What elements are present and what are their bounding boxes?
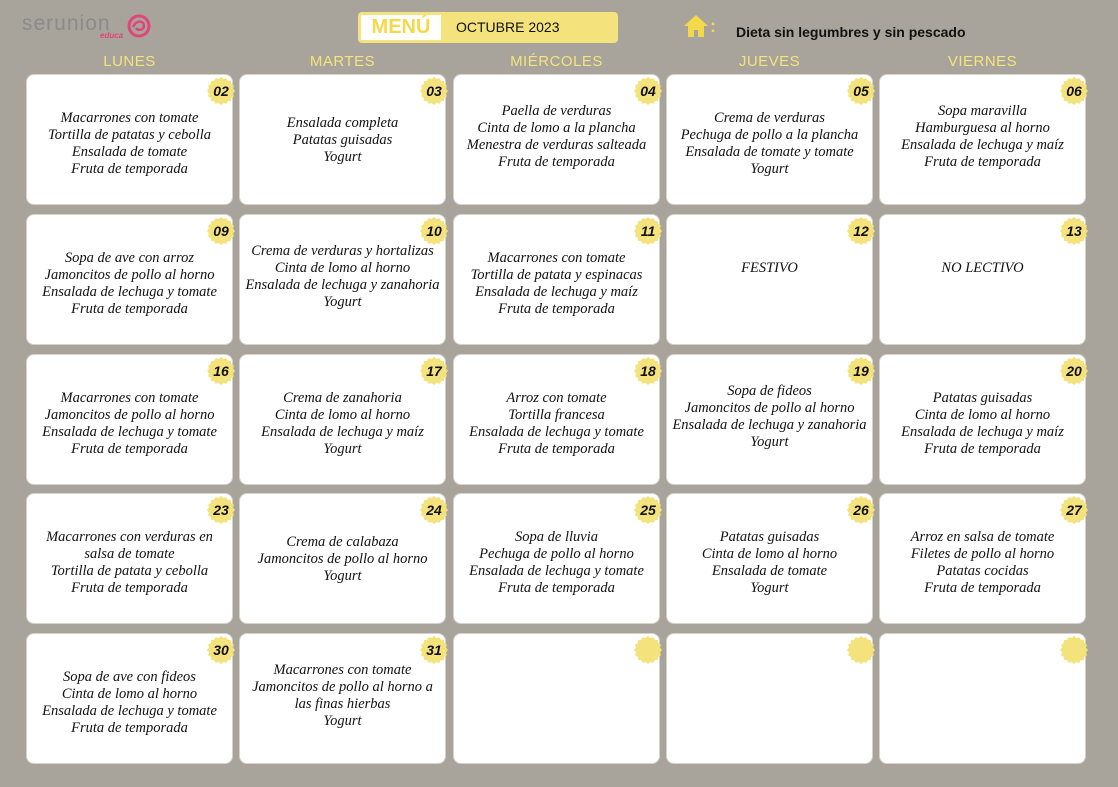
dish-item: Arroz en salsa de tomate	[910, 529, 1055, 545]
dish-item: Jamoncitos de pollo al horno	[684, 400, 855, 416]
day-number: 09	[213, 223, 229, 239]
dish-item: Ensalada de lechuga y tomate	[469, 424, 644, 440]
dish-list	[244, 115, 441, 166]
day-number: 20	[1066, 363, 1082, 379]
dish-item: Hamburguesa al horno	[915, 120, 1050, 136]
day-badge	[634, 217, 662, 245]
day-card	[240, 494, 445, 623]
dish-item: Fruta de temporada	[498, 580, 615, 596]
dish-list	[671, 383, 868, 451]
dish-item: Yogurt	[323, 441, 362, 457]
day-number: 25	[640, 502, 656, 518]
day-card	[240, 75, 445, 204]
dish-item: Fruta de temporada	[71, 301, 188, 317]
dish-item: Patatas cocidas	[936, 563, 1029, 579]
day-badge	[1060, 496, 1088, 524]
day-number: 02	[213, 83, 229, 99]
day-card	[667, 494, 872, 623]
dish-item: Tortilla de patata y cebolla	[50, 563, 209, 579]
dish-item: Sopa de lluvia	[515, 529, 598, 545]
diet-label: Dieta sin legumbres y sin pescado	[736, 24, 966, 40]
dish-list	[884, 390, 1081, 458]
day-card	[27, 75, 232, 204]
menu-title-box	[358, 12, 618, 43]
day-number: 10	[426, 223, 442, 239]
dish-item: Fruta de temporada	[71, 161, 188, 177]
day-card	[27, 494, 232, 623]
day-badge	[634, 357, 662, 385]
day-badge	[634, 77, 662, 105]
day-number: 30	[213, 642, 229, 658]
day-number: 31	[426, 642, 442, 658]
day-card	[454, 634, 659, 763]
day-number: 04	[640, 83, 656, 99]
dish-item: Macarrones con verduras en salsa de tomate	[46, 529, 213, 562]
day-number: 11	[640, 223, 656, 239]
dish-item: Pechuga de pollo al horno	[479, 546, 634, 562]
weekday-header-lunes: LUNES	[103, 53, 156, 70]
dish-list	[671, 529, 868, 597]
dish-list	[244, 390, 441, 458]
dish-item: Yogurt	[750, 434, 789, 450]
dish-item: Fruta de temporada	[498, 154, 615, 170]
dish-item: Ensalada de lechuga y maíz	[901, 137, 1064, 153]
dish-item: FESTIVO	[741, 260, 798, 276]
dish-item: Cinta de lomo al horno	[274, 407, 411, 423]
day-badge	[634, 496, 662, 524]
dish-item: Cinta de lomo al horno	[61, 686, 198, 702]
day-badge	[1060, 217, 1088, 245]
day-badge	[1060, 636, 1088, 664]
day-badge	[207, 77, 235, 105]
day-number: 17	[426, 363, 442, 379]
dish-item: Sopa de ave con arroz	[64, 250, 195, 266]
home-colon: :	[710, 16, 716, 36]
dish-list	[458, 390, 655, 458]
day-badge	[420, 77, 448, 105]
day-number	[1060, 636, 1088, 664]
dish-item: Ensalada de lechuga y maíz	[475, 284, 638, 300]
dish-item: Paella de verduras	[501, 103, 612, 119]
day-card	[880, 215, 1085, 344]
menu-label: MENÚ	[361, 15, 441, 40]
dish-list	[884, 103, 1081, 171]
day-badge	[1060, 77, 1088, 105]
day-card	[667, 355, 872, 484]
day-number: 03	[426, 83, 442, 99]
dish-item: Ensalada de lechuga y zanahoria	[245, 277, 440, 293]
dish-list	[244, 662, 441, 730]
dish-item: Cinta de lomo al horno	[274, 260, 411, 276]
dish-item: Yogurt	[750, 580, 789, 596]
day-number: 24	[426, 502, 442, 518]
dish-list	[884, 529, 1081, 597]
dish-item: Ensalada de tomate	[71, 144, 188, 160]
dish-item: Macarrones con tomate	[60, 390, 199, 406]
dish-item: Jamoncitos de pollo al horno a las finas hierbas	[252, 679, 433, 712]
dish-item: Tortilla francesa	[508, 407, 605, 423]
dish-item: Jamoncitos de pollo al horno	[257, 551, 428, 567]
dish-item: Ensalada de lechuga y tomate	[469, 563, 644, 579]
dish-item: Jamoncitos de pollo al horno	[44, 267, 215, 283]
dish-item: Tortilla de patata y espinacas	[470, 267, 643, 283]
day-badge	[207, 217, 235, 245]
day-number: 06	[1066, 83, 1082, 99]
day-card	[240, 355, 445, 484]
dish-list	[458, 103, 655, 171]
dish-item: Yogurt	[750, 161, 789, 177]
day-badge	[1060, 357, 1088, 385]
day-number: 16	[213, 363, 229, 379]
dish-item: Macarrones con tomate	[273, 662, 412, 678]
dish-item: Ensalada de lechuga y maíz	[261, 424, 424, 440]
day-number	[634, 636, 662, 664]
day-card	[454, 215, 659, 344]
dish-list	[884, 260, 1081, 277]
month-label: OCTUBRE 2023	[456, 19, 560, 35]
day-badge	[847, 496, 875, 524]
day-number: 05	[853, 83, 869, 99]
day-number: 12	[853, 223, 869, 239]
day-card	[454, 75, 659, 204]
day-card	[667, 75, 872, 204]
brand-swirl-icon	[124, 12, 154, 42]
day-badge	[634, 636, 662, 664]
dish-item: Tortilla de patatas y cebolla	[48, 127, 211, 143]
dish-item: Filetes de pollo al horno	[910, 546, 1055, 562]
dish-item: Cinta de lomo a la plancha	[477, 120, 636, 136]
dish-item: Cinta de lomo al horno	[914, 407, 1051, 423]
day-card	[27, 634, 232, 763]
brand-subtitle: educa	[100, 31, 124, 40]
day-card	[667, 634, 872, 763]
weekday-header-viernes: VIERNES	[947, 53, 1018, 70]
day-badge	[847, 636, 875, 664]
dish-list	[244, 534, 441, 585]
dish-item: Fruta de temporada	[71, 720, 188, 736]
day-badge	[420, 217, 448, 245]
dish-list	[671, 260, 868, 277]
day-badge	[847, 217, 875, 245]
day-badge	[207, 357, 235, 385]
day-number: 27	[1066, 502, 1082, 518]
day-card	[880, 75, 1085, 204]
dish-item: Yogurt	[323, 568, 362, 584]
day-card	[667, 215, 872, 344]
serunion-logo	[22, 8, 162, 44]
day-number: 18	[640, 363, 656, 379]
day-badge	[207, 496, 235, 524]
day-number: 26	[853, 502, 869, 518]
brand-name: serunion	[22, 12, 111, 35]
day-card	[454, 494, 659, 623]
dish-list	[458, 250, 655, 318]
dish-item: Sopa maravilla	[937, 103, 1027, 119]
dish-item: Yogurt	[323, 294, 362, 310]
dish-item: Fruta de temporada	[498, 301, 615, 317]
dish-item: Sopa de ave con fideos	[63, 669, 196, 685]
day-number: 13	[1066, 223, 1082, 239]
dish-item: NO LECTIVO	[941, 260, 1024, 276]
home-icon	[683, 14, 709, 38]
day-card	[240, 634, 445, 763]
dish-list	[31, 390, 228, 458]
dish-item: Ensalada de tomate	[711, 563, 828, 579]
day-number: 19	[853, 363, 869, 379]
dish-item: Menestra de verduras salteada	[466, 137, 647, 153]
day-card	[880, 494, 1085, 623]
dish-item: Yogurt	[323, 713, 362, 729]
day-badge	[420, 636, 448, 664]
dish-item: Fruta de temporada	[924, 154, 1041, 170]
dish-item: Ensalada de lechuga y tomate	[42, 703, 217, 719]
dish-item: Ensalada de lechuga y tomate	[42, 424, 217, 440]
day-badge	[420, 357, 448, 385]
dish-list	[31, 110, 228, 178]
dish-item: Fruta de temporada	[498, 441, 615, 457]
dish-item: Yogurt	[323, 149, 362, 165]
day-card	[454, 355, 659, 484]
dish-item: Ensalada de tomate y tomate	[685, 144, 854, 160]
day-number: 23	[213, 502, 229, 518]
dish-item: Jamoncitos de pollo al horno	[44, 407, 215, 423]
day-card	[880, 634, 1085, 763]
day-badge	[420, 496, 448, 524]
dish-list	[31, 529, 228, 597]
dish-item: Ensalada de lechuga y zanahoria	[672, 417, 867, 433]
weekday-header-miercoles: MIÉRCOLES	[510, 53, 603, 70]
day-badge	[847, 77, 875, 105]
day-badge	[847, 357, 875, 385]
dish-list	[244, 243, 441, 311]
dish-item: Crema de verduras y hortalizas	[251, 243, 434, 259]
weekday-header-martes: MARTES	[309, 53, 376, 70]
dish-list	[31, 669, 228, 737]
dish-item: Ensalada completa	[286, 115, 399, 131]
dish-item: Ensalada de lechuga y tomate	[42, 284, 217, 300]
dish-item: Crema de verduras	[714, 110, 825, 126]
dish-item: Patatas guisadas	[932, 390, 1033, 406]
dish-list	[31, 250, 228, 318]
day-number	[847, 636, 875, 664]
dish-list	[671, 110, 868, 178]
dish-item: Macarrones con tomate	[487, 250, 626, 266]
dish-item: Ensalada de lechuga y maíz	[901, 424, 1064, 440]
day-card	[240, 215, 445, 344]
dish-item: Fruta de temporada	[71, 580, 188, 596]
day-card	[880, 355, 1085, 484]
dish-item: Pechuga de pollo a la plancha	[680, 127, 859, 143]
dish-item: Patatas guisadas	[719, 529, 820, 545]
day-card	[27, 215, 232, 344]
dish-item: Fruta de temporada	[71, 441, 188, 457]
dish-item: Patatas guisadas	[292, 132, 393, 148]
dish-item: Crema de calabaza	[286, 534, 399, 550]
dish-item: Cinta de lomo al horno	[701, 546, 838, 562]
dish-item: Arroz con tomate	[506, 390, 607, 406]
dish-item: Macarrones con tomate	[60, 110, 199, 126]
day-card	[27, 355, 232, 484]
dish-item: Sopa de fideos	[727, 383, 812, 399]
dish-item: Fruta de temporada	[924, 580, 1041, 596]
dish-item: Crema de zanahoria	[283, 390, 402, 406]
weekday-header-jueves: JUEVES	[738, 53, 801, 70]
day-badge	[207, 636, 235, 664]
dish-item: Fruta de temporada	[924, 441, 1041, 457]
dish-list	[458, 529, 655, 597]
